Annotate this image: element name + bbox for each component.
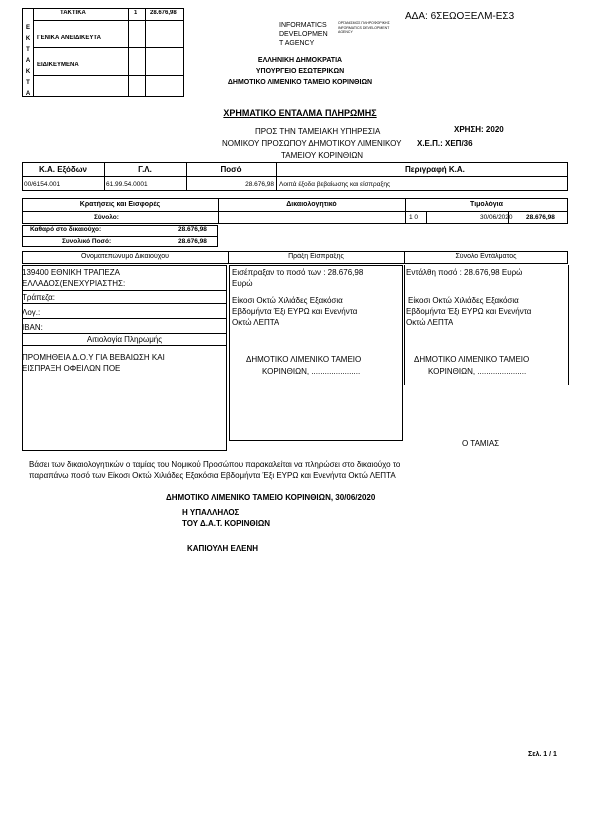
page-number: Σελ. 1 / 1 xyxy=(528,751,557,758)
entity-line: ΝΟΜΙΚΟΥ ΠΡΟΣΩΠΟΥ ΔΗΜΟΤΙΚΟΥ ΛΙΜΕΝΙΚΟΥ xyxy=(222,139,402,148)
invoice-no: 1 0 xyxy=(409,214,419,221)
beneficiary-name: ΕΛΛΑΔΟΣ(ΕΝΕΧΥΡΙΑΣΤΗΣ: xyxy=(22,279,126,288)
officer-title: ΤΟΥ Δ.Α.Τ. ΚΟΡΙΝΘΙΩΝ xyxy=(182,519,271,528)
order-words: Οκτώ ΛΕΠΤΑ xyxy=(406,318,454,327)
order-total-header: Σύνολο Εντάλματος xyxy=(455,253,517,260)
header-line: ΕΛΛΗΝΙΚΗ ΔΗΜΟΚΡΑΤΙΑ xyxy=(257,57,343,64)
beneficiary-name: 139400 ΕΘΝΙΚΗ ΤΡΑΠΕΖΑ xyxy=(22,268,120,277)
receipt-amount: Εισέπραξαν το ποσό των : 28.676,98 xyxy=(232,268,364,277)
iban-label: IBAN: xyxy=(22,323,43,332)
side-row-label: ΤΑΚΤΙΚΑ xyxy=(60,10,86,16)
invoice-date: 30/06/2020 xyxy=(480,214,513,221)
kep-label: Χ.Ε.Π.: ΧΕΠ/36 xyxy=(417,139,473,148)
order-words: Εβδομήντα Έξι ΕΥΡΩ και Ενενήντα xyxy=(406,307,532,316)
net-label: Καθαρό στο δικαιούχο: xyxy=(30,226,102,233)
order-sign: ΚΟΡΙΝΘΙΩΝ, ...................... xyxy=(428,367,527,376)
receipt-column xyxy=(229,265,403,441)
header-line: ΔΗΜΟΤΙΚΟ ΛΙΜΕΝΙΚΟ ΤΑΜΕΙΟ ΚΟΡΙΝΘΙΩΝ xyxy=(227,79,373,86)
col-header: Τιμολόγια xyxy=(470,201,503,208)
reason-text: ΕΙΣΠΡΑΞΗ ΟΦΕΙΛΩΝ ΠΟΕ xyxy=(22,364,121,373)
side-row-label: ΓΕΝΙΚΑ ΑΝΕΙΔΙΚΕΥΤΑ xyxy=(37,35,101,41)
side-row-count: 1 xyxy=(134,10,138,16)
side-row-amount: 28.676,98 xyxy=(150,10,177,16)
agency-logo: INFORMATICS DEVELOPMEN T AGENCY xyxy=(279,22,328,47)
reason-text: ΠΡΟΜΗΘΕΙΑ Δ.Ο.Υ ΓΙΑ ΒΕΒΑΙΩΣΗ ΚΑΙ xyxy=(22,353,165,362)
reason-header: Αιτιολογία Πληρωμής xyxy=(86,335,163,344)
order-words: Είκοσι Οκτώ Χιλιάδες Εξακόσια xyxy=(408,296,519,305)
ada-code: ΑΔΑ: 6ΣΕΩΟΞΕΛΜ-ΕΣ3 xyxy=(405,11,515,22)
agency-logo-small: ΟΡΓΑΝΙΣΜΟΣ ΠΛΗΡΟΦΟΡΙΚΗΣ INFORMATICS DEVELOPMENT AGENCY xyxy=(338,21,390,34)
to-line: ΠΡΟΣ ΤΗΝ ΤΑΜΕΙΑΚΗ ΥΠΗΡΕΣΙΑ xyxy=(255,127,381,136)
order-sign: ΔΗΜΟΤΙΚΟ ΛΙΜΕΝΙΚΟ ΤΑΜΕΙΟ xyxy=(414,355,530,364)
receipt-sign: ΚΟΡΙΝΘΙΩΝ, ...................... xyxy=(262,367,361,376)
year-label: ΧΡΗΣΗ: 2020 xyxy=(454,125,504,134)
document-title: ΧΡΗΜΑΤΙΚΟ ΕΝΤΑΛΜΑ ΠΛΗΡΩΜΗΣ xyxy=(223,108,377,118)
footer-text: Βάσει των δικαιολογητικών ο ταμίας του Νομικού Προσώπου παρακαλείται να πληρώσει στο δικαιούχο το xyxy=(29,460,401,469)
table-cell: 00/6154.001 xyxy=(24,181,61,188)
receipt-words: Οκτώ ΛΕΠΤΑ xyxy=(232,318,280,327)
officer-name: ΚΑΠΙΟΥΛΗ ΕΛΕΝΗ xyxy=(187,544,259,553)
bank-label: Τράπεζα: xyxy=(22,293,55,302)
order-amount: Εντάλθη ποσό : 28.676,98 Ευρώ xyxy=(406,268,523,277)
col-header: Ποσό xyxy=(220,165,242,174)
col-header: Κρατήσεις και Εισφορές xyxy=(79,201,161,208)
col-header: Γ.Λ. xyxy=(138,165,152,174)
total-label: Σύνολο: xyxy=(94,214,119,221)
table-cell: Λοιπά έξοδα βεβαίωσης και είσπραξης xyxy=(279,181,391,188)
account-label: Λογ.: xyxy=(22,308,41,317)
total-amount-label: Συνολικό Ποσό: xyxy=(62,238,112,245)
col-header: Δικαιολογητικό xyxy=(286,201,337,208)
officer-title: Η ΥΠΑΛΛΗΛΟΣ xyxy=(182,508,240,517)
invoice-amount: 28.676,98 xyxy=(526,214,555,221)
receipt-header: Πράξη Είσπραξης xyxy=(288,253,344,260)
net-value: 28.676,98 xyxy=(178,226,207,233)
receipt-words: Είκοσι Οκτώ Χιλιάδες Εξακόσια xyxy=(232,296,343,305)
footer-text: παραπάνω ποσό των Είκοσι Οκτώ Χιλιάδες Εξακόσια Εβδομήντα Έξι ΕΥΡΩ και Ενενήντα Οκτώ ΛΕΠΤΑ xyxy=(29,471,396,480)
col-header: Περιγραφή Κ.Α. xyxy=(405,165,465,174)
table-cell: 28.676,98 xyxy=(245,181,274,188)
col-header: Κ.Α. Εξόδων xyxy=(39,165,87,174)
receipt-currency: Ευρώ xyxy=(232,279,253,288)
total-amount-value: 28.676,98 xyxy=(178,238,207,245)
table-cell: 61.99.54.0001 xyxy=(106,181,148,188)
vertical-label: Ε Κ Τ Α Κ Τ Α xyxy=(25,25,31,97)
cashier-label: Ο ΤΑΜΙΑΣ xyxy=(462,439,500,448)
receipt-words: Εβδομήντα Έξι ΕΥΡΩ και Ενενήντα xyxy=(232,307,358,316)
beneficiary-header: Ονοματεπώνυμο Δικαιούχου xyxy=(81,253,169,260)
treasury-line: ΤΑΜΕΙΟΥ ΚΟΡΙΝΘΙΩΝ xyxy=(281,151,364,160)
place-date: ΔΗΜΟΤΙΚΟ ΛΙΜΕΝΙΚΟ ΤΑΜΕΙΟ ΚΟΡΙΝΘΙΩΝ, 30/06/2020 xyxy=(166,493,376,502)
side-row-label: ΕΙΔΙΚΕΥΜΕΝΑ xyxy=(37,62,79,68)
header-line: ΥΠΟΥΡΓΕΙΟ ΕΣΩΤΕΡΙΚΩΝ xyxy=(255,68,345,75)
receipt-sign: ΔΗΜΟΤΙΚΟ ΛΙΜΕΝΙΚΟ ΤΑΜΕΙΟ xyxy=(246,355,362,364)
